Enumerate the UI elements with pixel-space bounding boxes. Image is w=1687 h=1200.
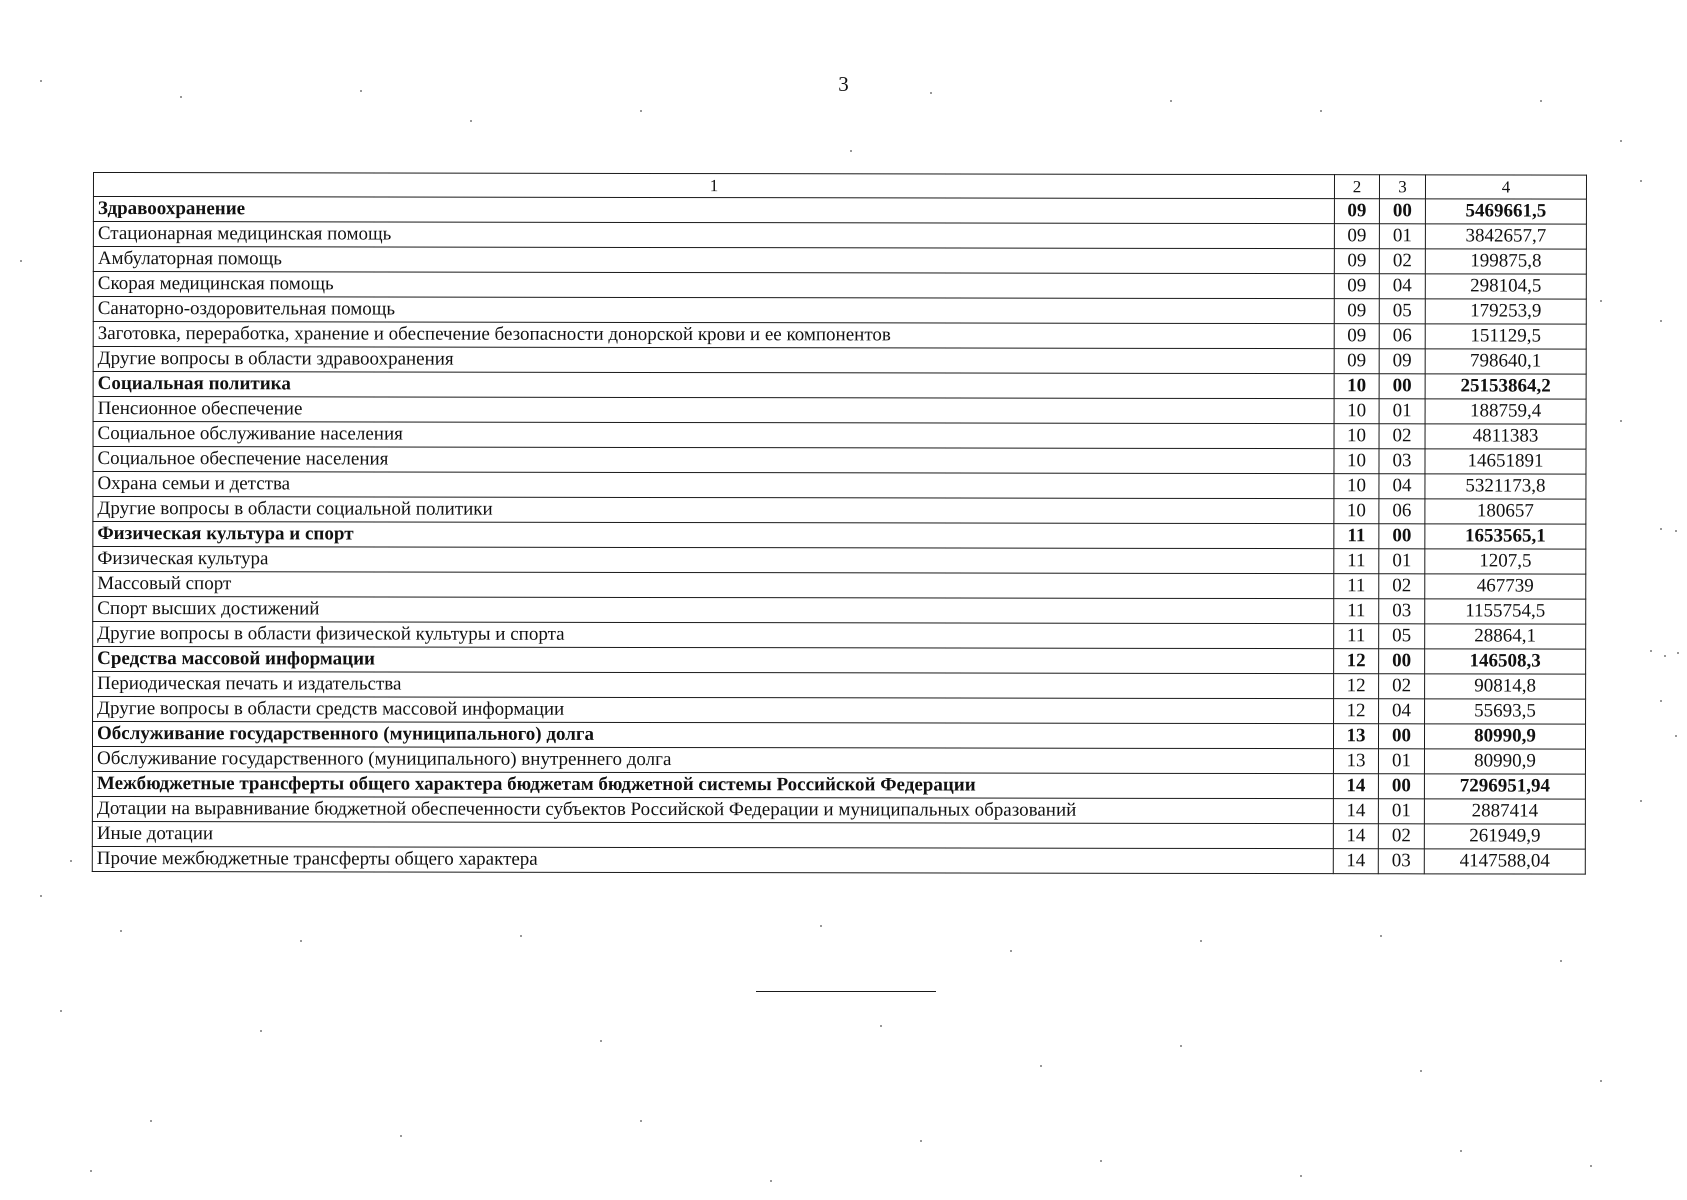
- row-section-cell: 14: [1333, 774, 1378, 799]
- row-amount-cell: 1653565,1: [1425, 524, 1586, 549]
- row-amount-cell: 28864,1: [1425, 624, 1586, 649]
- table-row: [93, 472, 1586, 500]
- table-row: [93, 322, 1586, 350]
- table-row: [92, 771, 1585, 799]
- row-section-cell: 09: [1334, 249, 1379, 274]
- row-section-cell: 09: [1334, 224, 1379, 249]
- row-amount-cell: 179253,9: [1425, 299, 1586, 324]
- table-row: [93, 697, 1586, 725]
- row-subsection-cell: 01: [1379, 224, 1425, 249]
- row-subsection-cell: 02: [1379, 574, 1425, 599]
- row-name-cell: Иные дотации: [92, 821, 1333, 848]
- table-row: [93, 497, 1586, 525]
- header-cell-amount: 4: [1425, 175, 1586, 199]
- row-amount-cell: 80990,9: [1424, 749, 1585, 774]
- row-subsection-cell: 02: [1379, 424, 1425, 449]
- row-name-cell: Социальное обслуживание населения: [93, 422, 1334, 449]
- row-subsection-cell: 00: [1379, 199, 1425, 224]
- table-row: [93, 622, 1586, 650]
- row-subsection-cell: 01: [1378, 799, 1424, 824]
- row-section-cell: 09: [1334, 199, 1379, 224]
- table-header: [93, 173, 1586, 200]
- row-amount-cell: 4811383: [1425, 424, 1586, 449]
- table-row: [93, 447, 1586, 475]
- row-section-cell: 12: [1334, 674, 1379, 699]
- row-section-cell: 10: [1334, 374, 1379, 399]
- row-name-cell: Стационарная медицинская помощь: [93, 222, 1334, 249]
- row-subsection-cell: 04: [1379, 699, 1425, 724]
- header-cell-name: 1: [93, 173, 1334, 199]
- budget-table: [92, 172, 1587, 875]
- table-row: [92, 722, 1585, 750]
- row-subsection-cell: 03: [1379, 449, 1425, 474]
- row-section-cell: 14: [1333, 849, 1378, 874]
- header-row: [93, 173, 1586, 200]
- row-subsection-cell: 05: [1379, 299, 1425, 324]
- row-name-cell: Обслуживание государственного (муниципального) долга: [92, 722, 1333, 749]
- row-section-cell: 11: [1334, 599, 1379, 624]
- row-section-cell: 12: [1334, 649, 1379, 674]
- row-amount-cell: 7296951,94: [1424, 774, 1585, 799]
- row-section-cell: 11: [1334, 624, 1379, 649]
- row-section-cell: 09: [1334, 299, 1379, 324]
- table-row: [92, 821, 1585, 849]
- table-body: [92, 197, 1586, 875]
- row-name-cell: Здравоохранение: [93, 197, 1334, 224]
- row-amount-cell: 467739: [1425, 574, 1586, 599]
- row-amount-cell: 798640,1: [1425, 349, 1586, 374]
- row-amount-cell: 55693,5: [1425, 699, 1586, 724]
- row-name-cell: Прочие межбюджетные трансферты общего характера: [92, 846, 1333, 873]
- row-name-cell: Межбюджетные трансферты общего характера бюджетам бюджетной системы Российской Федерации: [92, 771, 1333, 798]
- row-amount-cell: 3842657,7: [1425, 224, 1586, 249]
- header-cell-section: 2: [1334, 175, 1379, 199]
- table-row: [93, 547, 1586, 575]
- row-name-cell: Заготовка, переработка, хранение и обеспечение безопасности донорской крови и ее компонентов: [93, 322, 1334, 349]
- row-subsection-cell: 02: [1379, 674, 1425, 699]
- row-subsection-cell: 05: [1379, 624, 1425, 649]
- row-subsection-cell: 04: [1379, 274, 1425, 299]
- table-row: [93, 597, 1586, 625]
- row-section-cell: 13: [1333, 749, 1378, 774]
- table-row: [92, 796, 1585, 824]
- row-section-cell: 11: [1334, 549, 1379, 574]
- row-amount-cell: 1155754,5: [1425, 599, 1586, 624]
- row-name-cell: Периодическая печать и издательства: [93, 672, 1334, 699]
- row-section-cell: 09: [1334, 324, 1379, 349]
- row-section-cell: 14: [1333, 824, 1378, 849]
- row-section-cell: 09: [1334, 274, 1379, 299]
- table-row: [93, 422, 1586, 450]
- row-subsection-cell: 00: [1378, 774, 1424, 799]
- row-amount-cell: 2887414: [1424, 799, 1585, 824]
- row-subsection-cell: 00: [1378, 724, 1424, 749]
- row-section-cell: 10: [1334, 499, 1379, 524]
- row-section-cell: 10: [1334, 424, 1379, 449]
- row-name-cell: Физическая культура: [93, 547, 1334, 574]
- row-section-cell: 11: [1334, 574, 1379, 599]
- row-name-cell: Амбулаторная помощь: [93, 247, 1334, 274]
- row-section-cell: 13: [1333, 724, 1378, 749]
- table-row: [93, 672, 1586, 700]
- row-amount-cell: 4147588,04: [1424, 849, 1585, 874]
- row-name-cell: Средства массовой информации: [93, 647, 1334, 674]
- closing-rule: [756, 991, 936, 992]
- row-section-cell: 11: [1334, 524, 1379, 549]
- row-amount-cell: 298104,5: [1425, 274, 1586, 299]
- row-subsection-cell: 02: [1379, 249, 1425, 274]
- row-subsection-cell: 01: [1379, 399, 1425, 424]
- row-amount-cell: 5469661,5: [1425, 199, 1586, 224]
- row-section-cell: 12: [1334, 699, 1379, 724]
- row-section-cell: 10: [1334, 449, 1379, 474]
- row-subsection-cell: 06: [1379, 499, 1425, 524]
- row-amount-cell: 199875,8: [1425, 249, 1586, 274]
- row-amount-cell: 80990,9: [1424, 724, 1585, 749]
- row-subsection-cell: 01: [1378, 749, 1424, 774]
- table-row: [93, 272, 1586, 300]
- row-section-cell: 09: [1334, 349, 1379, 374]
- table-row: [93, 397, 1586, 425]
- row-amount-cell: 180657: [1425, 499, 1586, 524]
- row-name-cell: Санаторно-оздоровительная помощь: [93, 297, 1334, 324]
- table-row: [92, 747, 1585, 775]
- table-row: [93, 247, 1586, 275]
- row-subsection-cell: 03: [1379, 599, 1425, 624]
- row-amount-cell: 151129,5: [1425, 324, 1586, 349]
- table-row: [93, 347, 1586, 375]
- row-name-cell: Физическая культура и спорт: [93, 522, 1334, 549]
- table-row: [93, 647, 1586, 675]
- header-cell-subsection: 3: [1379, 175, 1425, 199]
- row-subsection-cell: 03: [1378, 849, 1424, 874]
- row-name-cell: Другие вопросы в области физической культуры и спорта: [93, 622, 1334, 649]
- row-name-cell: Дотации на выравнивание бюджетной обеспеченности субъектов Российской Федерации и муниципальных образований: [92, 796, 1333, 823]
- row-name-cell: Обслуживание государственного (муниципального) внутреннего долга: [92, 747, 1333, 774]
- row-subsection-cell: 06: [1379, 324, 1425, 349]
- row-name-cell: Социальная политика: [93, 372, 1334, 399]
- row-name-cell: Социальное обеспечение населения: [93, 447, 1334, 474]
- table-row: [93, 197, 1586, 225]
- row-name-cell: Массовый спорт: [93, 572, 1334, 599]
- row-amount-cell: 25153864,2: [1425, 374, 1586, 399]
- row-subsection-cell: 02: [1378, 824, 1424, 849]
- row-subsection-cell: 09: [1379, 349, 1425, 374]
- row-amount-cell: 261949,9: [1424, 824, 1585, 849]
- row-section-cell: 10: [1334, 474, 1379, 499]
- row-amount-cell: 188759,4: [1425, 399, 1586, 424]
- table-row: [93, 297, 1586, 325]
- row-section-cell: 14: [1333, 799, 1378, 824]
- row-amount-cell: 14651891: [1425, 449, 1586, 474]
- row-subsection-cell: 00: [1379, 649, 1425, 674]
- row-subsection-cell: 04: [1379, 474, 1425, 499]
- table-row: [93, 522, 1586, 550]
- page-number: 3: [838, 72, 849, 96]
- row-amount-cell: 5321173,8: [1425, 474, 1586, 499]
- row-name-cell: Спорт высших достижений: [93, 597, 1334, 624]
- table-row: [92, 846, 1585, 874]
- row-subsection-cell: 01: [1379, 549, 1425, 574]
- row-amount-cell: 1207,5: [1425, 549, 1586, 574]
- row-name-cell: Скорая медицинская помощь: [93, 272, 1334, 299]
- row-subsection-cell: 00: [1379, 524, 1425, 549]
- row-name-cell: Пенсионное обеспечение: [93, 397, 1334, 424]
- row-amount-cell: 90814,8: [1425, 674, 1586, 699]
- row-subsection-cell: 00: [1379, 374, 1425, 399]
- row-name-cell: Другие вопросы в области социальной политики: [93, 497, 1334, 524]
- row-name-cell: Другие вопросы в области средств массовой информации: [93, 697, 1334, 724]
- table-row: [93, 372, 1586, 400]
- row-name-cell: Другие вопросы в области здравоохранения: [93, 347, 1334, 374]
- row-section-cell: 10: [1334, 399, 1379, 424]
- row-amount-cell: 146508,3: [1425, 649, 1586, 674]
- table-row: [93, 222, 1586, 250]
- table-row: [93, 572, 1586, 600]
- row-name-cell: Охрана семьи и детства: [93, 472, 1334, 499]
